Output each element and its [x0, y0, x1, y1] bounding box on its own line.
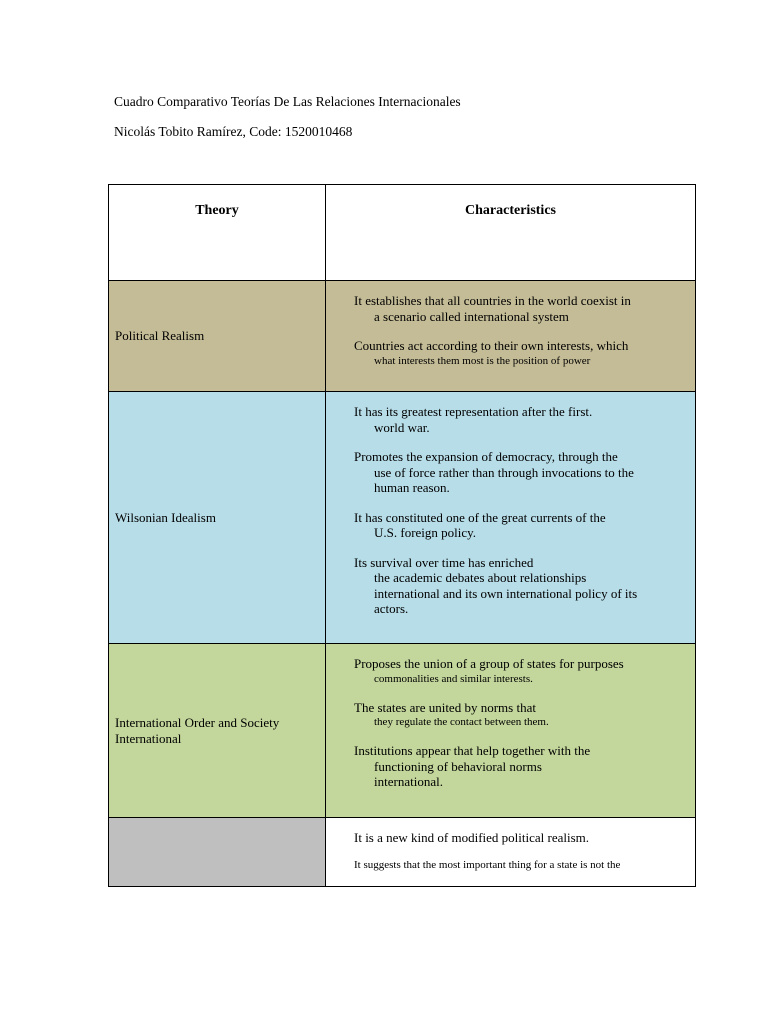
bullet-continuation: commonalities and similar interests. [374, 672, 533, 685]
theory-name: Wilsonian Idealism [115, 509, 216, 525]
table-header-row [109, 185, 696, 281]
bullet-item [354, 293, 687, 324]
bullet-text: Proposes the union of a group of states for purposes [354, 656, 624, 671]
table-row-political-realism [109, 281, 696, 392]
bullet-continuation: use of force rather than through invocations to the [374, 464, 634, 480]
bullet-text: Its survival over time has enriched [354, 554, 534, 570]
header-characteristics: Characteristics [326, 185, 696, 281]
bullet-text: It is a new kind of modified political realism. [354, 830, 590, 845]
characteristics-cell [326, 281, 696, 392]
bullet-continuation: international and its own international policy of its [374, 585, 638, 601]
bullet-continuation: a scenario called international system [374, 308, 569, 324]
bullet-item [354, 656, 687, 686]
theory-cell [109, 281, 326, 392]
characteristics-cell [326, 818, 696, 887]
bullet-item [354, 743, 687, 790]
bullet-continuation: they regulate the contact between them. [374, 716, 549, 728]
bullet-continuation: international. [374, 774, 443, 789]
bullet-text: It has its greatest representation after the first. [354, 404, 593, 419]
characteristics-cell [326, 644, 696, 818]
bullet-continuation: actors. [374, 601, 409, 616]
bullet-item [354, 404, 687, 435]
bullet-text: Promotes the expansion of democracy, through the [354, 449, 618, 464]
theory-cell [109, 644, 326, 818]
bullet-continuation: functioning of behavioral norms [374, 758, 542, 774]
bullet-text: It has constituted one of the great currents of the [354, 509, 606, 525]
bullet-continuation: the academic debates about relationships [374, 570, 587, 585]
bullet-item [354, 830, 687, 846]
theory-cell [109, 392, 326, 644]
bullet-item [354, 555, 687, 617]
bullet-text: Institutions appear that help together with the [354, 743, 591, 758]
bullet-item [354, 449, 687, 496]
theory-cell [109, 818, 326, 887]
bullet-continuation: world war. [374, 419, 430, 435]
characteristics-cell [326, 392, 696, 644]
bullet-item [354, 510, 687, 541]
table-row-wilsonian-idealism [109, 392, 696, 644]
bullet-item [354, 700, 687, 730]
comparison-table [108, 184, 696, 887]
bullet-text: It suggests that the most important thing for a state is not the [354, 858, 621, 871]
theory-name: International Order and Society [115, 714, 280, 730]
header-theory: Theory [109, 185, 326, 281]
document-title: Cuadro Comparativo Teorías De Las Relaciones Internacionales [114, 94, 461, 109]
bullet-item [354, 858, 687, 874]
table-row-modified-realism [109, 818, 696, 887]
bullet-text: Countries act according to their own interests, which [354, 338, 629, 353]
theory-name-continuation: International [115, 730, 182, 746]
bullet-item [354, 338, 687, 368]
bullet-text: The states are united by norms that [354, 699, 536, 715]
table-row-international-order [109, 644, 696, 818]
bullet-continuation: human reason. [374, 480, 450, 495]
bullet-continuation: what interests them most is the position of power [374, 354, 591, 367]
theory-name: Political Realism [115, 328, 205, 343]
author-line: Nicolás Tobito Ramírez, Code: 1520010468 [114, 124, 353, 139]
bullet-continuation: U.S. foreign policy. [374, 525, 477, 540]
bullet-text: It establishes that all countries in the world coexist in [354, 293, 631, 308]
